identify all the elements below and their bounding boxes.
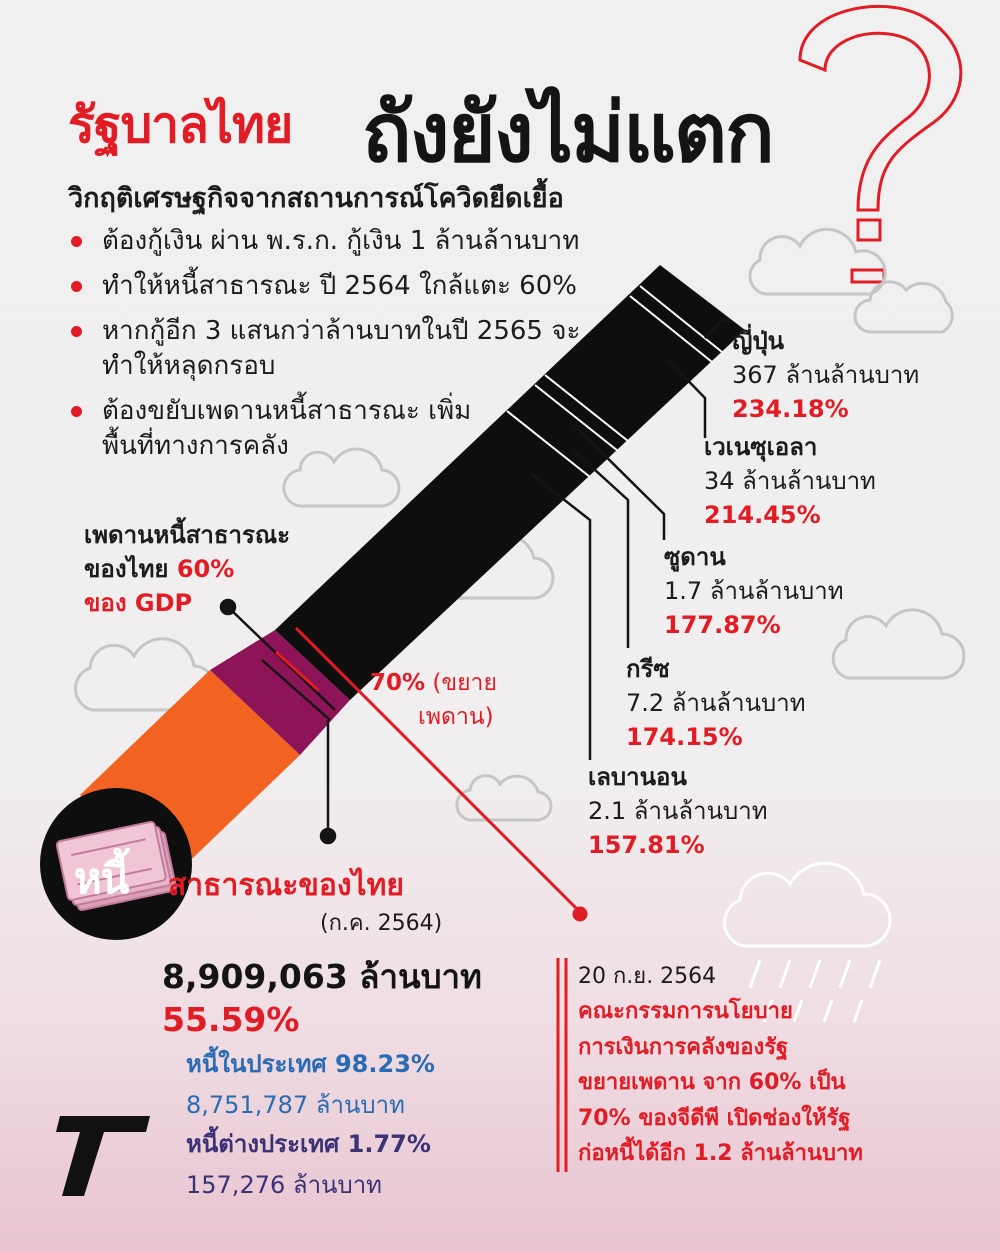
thai-public-debt-label: สาธารณะของไทย [168,868,404,903]
country-lebanon: เลบานอน 2.1 ล้านล้านบาท 157.81% [588,763,768,859]
country-japan: ญี่ปุ่น 367 ล้านล้านบาท 234.18% [732,327,920,423]
debt-ceiling-label: เพดานหนี้สาธารณะ ของไทย 60% ของ GDP [84,521,291,617]
note-date: 20 ก.ย. 2564 [578,964,717,989]
thairath-logo [56,1116,150,1196]
foreign-debt-value: 157,276 ล้านบาท [186,1171,382,1199]
bullet-item: ต้องกู้เงิน ผ่าน พ.ร.ก. กู้เงิน 1 ล้านล้านบาท [68,224,602,259]
foreign-debt-label: หนี้ต่างประเทศ 1.77% [186,1130,431,1158]
bullet-dot-icon [71,236,82,247]
country-venezuela: เวเนซุเอลา 34 ล้านล้านบาท 214.45% [704,433,876,529]
ceiling-extension-label: 70% (ขยาย เพดาน) [370,670,497,730]
title-part-1: รัฐบาลไทย [68,96,293,154]
thai-public-debt-pct: 55.59% [162,1000,300,1039]
domestic-debt-label: หนี้ในประเทศ 98.23% [186,1050,435,1078]
bullet-item: หากกู้อีก 3 แสนกว่าล้านบาทในปี 2565 จะทำให้หลุดกรอบ [68,314,622,384]
domestic-debt-value: 8,751,787 ล้านบาท [186,1091,405,1119]
country-sudan: ซูดาน 1.7 ล้านล้านบาท 177.87% [664,543,844,639]
question-mark-icon [800,6,961,282]
cloud-icon [833,610,964,678]
bullet-dot-icon [71,326,82,337]
note-body: คณะกรรมการนโยบาย การเงินการคลังของรัฐ ขยายเพดาน จาก 60% เป็น 70% ของจีดีพี เปิดช่องให้รัฐ ก่อหนี้ได้อีก 1.2 ล้านล้านบาท [578,999,863,1166]
country-greece: กรีซ 7.2 ล้านล้านบาท 174.15% [626,655,806,751]
cloud-icon [457,776,551,821]
title-part-2: ถังยังไม่แตก [362,86,773,181]
thai-public-debt-total: 8,909,063 ล้านบาท [162,957,482,996]
bullet-dot-icon [71,281,82,292]
bullet-item: ต้องขยับเพดานหนี้สาธารณะ เพิ่มพื้นที่ทางการคลัง [68,394,502,464]
subtitle: วิกฤติเศรษฐกิจจากสถานการณ์โควิดยืดเยื้อ [68,183,564,214]
bullet-list [68,224,622,474]
bullet-item: ทำให้หนี้สาธารณะ ปี 2564 ใกล้แตะ 60% [68,269,602,304]
bullet-dot-icon [71,406,82,417]
debt-word: หนี้ [74,854,129,903]
thai-public-debt-date: (ก.ค. 2564) [320,911,443,936]
